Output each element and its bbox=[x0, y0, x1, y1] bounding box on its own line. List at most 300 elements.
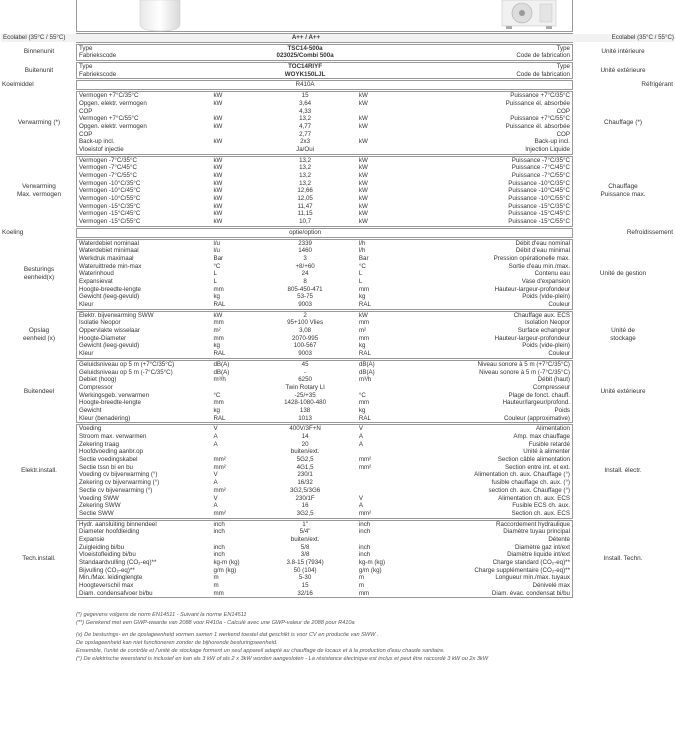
row-label-nl: Zuigleiding bi/bu bbox=[79, 543, 125, 551]
section-label-fr: Chauffage (*) bbox=[604, 118, 642, 126]
footnote: (°) De elektrische weerstand is inclusief en kan als 3 kW of als 2 x 3kW worden aangesloten - La résistance électrique est inclus et peut être raccordé 3 kW ou 2x 3kW bbox=[76, 656, 489, 662]
footnotes bbox=[76, 611, 666, 663]
value: buiten/ext. bbox=[290, 448, 320, 456]
unit-nl: mm² bbox=[213, 463, 226, 471]
row-label-nl: Kleur bbox=[79, 350, 94, 358]
spec-row bbox=[77, 384, 572, 392]
value: 15 bbox=[301, 582, 309, 590]
spec-row bbox=[77, 479, 572, 487]
spec-row bbox=[77, 115, 572, 123]
row-label-nl: Vermogen -15°C/35°C bbox=[79, 202, 141, 210]
spec-section bbox=[23, 239, 647, 310]
row-label-fr: Pression opérationelle max. bbox=[493, 254, 570, 262]
row-label-nl: Bijvulling (CO₂-eq)** bbox=[79, 566, 135, 574]
row-label-fr: Section câble alimentation bbox=[497, 456, 570, 464]
unit-nl: m³/h bbox=[213, 376, 226, 384]
row-label-nl: Werkingsgeb. verwarmen bbox=[79, 391, 150, 399]
spec-section bbox=[16, 156, 646, 227]
unit-fr bbox=[358, 34, 398, 42]
footnote: (**) Gerekend met een GWP-waarde van 2088 voor R410a - Calculé avec une GWP-valeur de 2088 pour R410a bbox=[76, 620, 355, 626]
unit-fr: L bbox=[358, 277, 363, 285]
spec-row bbox=[77, 123, 572, 131]
row-label-nl: Zekering SWW bbox=[79, 502, 121, 510]
unit-nl: mm bbox=[213, 319, 224, 327]
unit-nl: mm² bbox=[213, 486, 226, 494]
spec-row bbox=[77, 536, 572, 544]
row-label-fr: Raccordement hydraulique bbox=[496, 520, 570, 528]
row-label-nl: Wateruittrede min-max bbox=[79, 262, 142, 270]
row-label-fr: Fusible retardé bbox=[528, 440, 570, 448]
unit-nl bbox=[211, 384, 253, 392]
spec-row bbox=[77, 278, 572, 286]
unit-nl: RAL bbox=[213, 301, 226, 308]
section-label-nl: Buitendeel bbox=[23, 387, 55, 395]
spec-row bbox=[77, 263, 572, 271]
row-label-nl: Zekering traag bbox=[79, 440, 119, 448]
outdoor-unit-image bbox=[500, 0, 560, 30]
spec-row bbox=[77, 559, 572, 567]
row-label-fr: Débit d'eau nominal bbox=[515, 239, 570, 247]
unit-fr bbox=[357, 45, 397, 53]
unit-nl: kW bbox=[213, 187, 223, 195]
unit-fr: inch bbox=[358, 528, 371, 536]
unit-nl: kW bbox=[213, 210, 223, 218]
unit-fr: kW bbox=[358, 99, 368, 107]
unit-fr bbox=[357, 229, 397, 237]
row-label-fr bbox=[397, 229, 572, 237]
unit-fr: kW bbox=[358, 92, 368, 100]
unit-fr: mm² bbox=[358, 509, 372, 517]
row-label-nl: Zekering cv bijverwarming (°) bbox=[79, 479, 160, 487]
value: 11,47 bbox=[297, 202, 313, 210]
row-label-fr: Longueur min./max. tuyaux bbox=[495, 574, 570, 582]
value: 2 bbox=[303, 311, 307, 319]
row-label-fr: Alimentation ch. aux. ECS bbox=[498, 494, 570, 502]
unit-fr: kW bbox=[358, 202, 368, 210]
unit-fr: kg bbox=[358, 293, 366, 301]
value: 1013 bbox=[298, 414, 312, 422]
spec-row bbox=[77, 448, 572, 456]
unit-fr: mm bbox=[358, 319, 370, 327]
row-label-nl: Sectie cv bijverwarming (°) bbox=[79, 486, 153, 494]
row-label-nl: Vermogen -10°C/55°C bbox=[79, 195, 141, 203]
spec-row bbox=[77, 551, 572, 559]
section-label-nl: Verwarming Max. vermogen bbox=[16, 183, 62, 199]
section-label-nl: Buitenunit bbox=[24, 66, 54, 74]
value: 1428-1080-480 bbox=[284, 399, 327, 407]
unit-fr: kW bbox=[358, 187, 368, 195]
row-label-nl: Ecolabel (35°C / 55°C) bbox=[3, 34, 66, 41]
unit-fr bbox=[357, 146, 397, 154]
unit-fr: kW bbox=[358, 115, 368, 123]
section-label-fr: Refroidissement bbox=[626, 228, 673, 236]
spec-row bbox=[77, 582, 572, 590]
unit-fr: RAL bbox=[358, 414, 371, 422]
row-label-fr: Puissance -10°C/55°C bbox=[508, 195, 570, 203]
row-label-nl: Type bbox=[79, 44, 93, 52]
section-label-fr: Unité intérieure bbox=[601, 48, 645, 56]
row-label-nl: Hoofdvoeding aanbr.op bbox=[79, 448, 143, 456]
section-label-fr: Unité de stockage bbox=[610, 326, 636, 342]
row-label-nl: Opgen. elektr. vermogen bbox=[79, 99, 147, 107]
row-label-fr: Surface echangeur bbox=[517, 327, 570, 335]
row-label-fr: Niveau sonore à 5 m (-7°C/35°C) bbox=[479, 368, 570, 376]
row-label-nl: Vermogen +7°C/55°C bbox=[79, 115, 139, 123]
unit-nl: m bbox=[213, 582, 219, 590]
row-label-nl bbox=[77, 81, 211, 89]
spec-row bbox=[77, 203, 572, 211]
unit-nl: mm bbox=[213, 285, 224, 293]
row-label-nl: Hoogte-breedte-lengte bbox=[79, 285, 141, 293]
unit-nl: A bbox=[213, 433, 218, 440]
row-label-fr: section ch. aux. Chauffage (°) bbox=[488, 486, 570, 494]
spec-row bbox=[77, 138, 572, 146]
value: 24 bbox=[301, 270, 309, 278]
spec-row bbox=[77, 361, 572, 369]
row-label-nl: Oppervlakte wisselaar bbox=[79, 327, 140, 335]
unit-fr: mm² bbox=[358, 463, 372, 471]
unit-nl bbox=[211, 229, 253, 237]
row-label-fr: Poids bbox=[554, 406, 570, 414]
section-label-nl: Koeling bbox=[2, 228, 24, 236]
unit-fr: V bbox=[358, 494, 364, 502]
unit-nl: °C bbox=[213, 262, 221, 270]
spec-row bbox=[77, 590, 572, 598]
row-label-fr: Couleur bbox=[548, 301, 570, 308]
unit-fr: mm bbox=[358, 589, 370, 597]
product-images bbox=[0, 0, 675, 33]
row-label-nl: Isolatie Neopor bbox=[79, 319, 121, 327]
section-label-fr: Install. électr. bbox=[604, 467, 642, 475]
unit-nl: A bbox=[213, 440, 218, 448]
row-label-fr: Puissance +7°C/35°C bbox=[510, 92, 570, 100]
row-label-fr: Injection Liquide bbox=[525, 145, 570, 153]
unit-nl: kW bbox=[213, 122, 223, 130]
unit-fr: Bar bbox=[358, 254, 369, 262]
unit-nl: V bbox=[213, 494, 218, 502]
unit-nl: kW bbox=[213, 99, 223, 107]
row-label-fr: Charge standard (CO₂-eq)** bbox=[492, 559, 570, 566]
row-label-fr: Hauteur-largeur-profondeur bbox=[494, 285, 570, 293]
unit-fr bbox=[357, 487, 397, 495]
unit-nl bbox=[212, 34, 254, 42]
row-label-fr: Alimentation ch. aux. Chauffage (°) bbox=[474, 471, 570, 479]
row-label-nl: Vermogen +7°C/35°C bbox=[79, 92, 139, 100]
row-label-fr: Diamètre tuyau principal bbox=[503, 528, 570, 536]
unit-nl: mm bbox=[213, 334, 224, 342]
unit-nl: kW bbox=[213, 156, 223, 164]
unit-fr: mm bbox=[358, 399, 370, 407]
row-label-nl: Waterinhoud bbox=[79, 270, 114, 278]
row-label-nl: Diam. condensafvoer bi/bu bbox=[79, 589, 153, 597]
unit-fr: kW bbox=[358, 138, 368, 146]
value: 3/8 bbox=[300, 551, 310, 559]
value: TOC14RIYF bbox=[288, 63, 323, 71]
section-label-nl: Besturings eenheid(x) bbox=[23, 266, 55, 282]
unit-fr: inch bbox=[358, 543, 371, 551]
spec-row bbox=[77, 52, 572, 60]
unit-nl: kW bbox=[213, 138, 223, 146]
row-label-nl: Sectie SWW bbox=[79, 509, 114, 517]
value: 12,66 bbox=[297, 187, 313, 195]
row-label-nl: Vloeistof injectie bbox=[79, 145, 124, 153]
row-label-nl: Type bbox=[79, 63, 93, 71]
spec-row bbox=[77, 510, 572, 518]
spec-row bbox=[77, 71, 572, 79]
spec-row bbox=[77, 45, 572, 53]
spec-row bbox=[77, 240, 572, 248]
unit-nl: A bbox=[213, 479, 218, 487]
row-label-nl: Gewicht bbox=[79, 406, 102, 414]
row-label-fr: fusible chauffage ch. aux. (°) bbox=[491, 479, 570, 487]
spec-row bbox=[77, 100, 572, 108]
value: buiten/ext. bbox=[290, 535, 320, 543]
section-label-nl: Opslag eenheid (x) bbox=[23, 326, 55, 342]
value: 53-75 bbox=[297, 293, 313, 301]
spec-row bbox=[77, 195, 572, 203]
spec-row bbox=[77, 270, 572, 278]
section-label-nl: Binnenunit bbox=[23, 48, 55, 56]
unit-nl bbox=[211, 81, 253, 89]
unit-fr: RAL bbox=[358, 301, 371, 308]
value: 3 bbox=[303, 254, 307, 262]
row-label-nl: Vermogen -7°C/35°C bbox=[79, 156, 137, 164]
value: 2x3 bbox=[300, 138, 311, 146]
section-label-nl: Elektr.install. bbox=[21, 467, 57, 475]
section-label-fr: Unité de gestion bbox=[599, 270, 647, 278]
row-label-fr: Amp. max chauffage bbox=[513, 433, 570, 440]
spec-row bbox=[77, 335, 572, 343]
unit-nl: kg bbox=[213, 293, 220, 301]
unit-fr: A bbox=[358, 440, 364, 448]
unit-nl: kW bbox=[213, 115, 223, 123]
row-label-fr: Type bbox=[556, 44, 570, 52]
unit-nl: L bbox=[213, 277, 217, 285]
value: 12,05 bbox=[297, 195, 313, 203]
row-label-fr: Code de fabrication bbox=[516, 70, 570, 78]
value: 805-450-471 bbox=[287, 285, 323, 293]
spec-row bbox=[77, 180, 572, 188]
spec-row bbox=[77, 369, 572, 377]
row-label-nl: Standaardvulling (CO₂-eq)** bbox=[79, 559, 157, 566]
section-label-fr: Réfrigérant bbox=[641, 81, 673, 89]
value: A++ / A++ bbox=[291, 34, 321, 41]
row-label-fr: Diamètre liquide int/ext bbox=[507, 551, 570, 559]
value: 3G2,5 bbox=[296, 509, 314, 517]
spec-row bbox=[77, 487, 572, 495]
spec-section bbox=[22, 520, 643, 599]
unit-nl: V bbox=[213, 471, 218, 479]
value: +8/+60 bbox=[295, 262, 315, 270]
value: 16 bbox=[301, 502, 309, 510]
row-label-fr: Puissance -7°C/55°C bbox=[511, 172, 570, 179]
value: 1" bbox=[302, 520, 308, 528]
row-label-nl: Kleur (benadering) bbox=[79, 414, 131, 422]
unit-fr bbox=[357, 536, 397, 544]
spec-row bbox=[77, 131, 572, 139]
unit-fr: kg-m (kg) bbox=[358, 559, 385, 566]
value: 13,2 bbox=[299, 172, 312, 179]
unit-nl: kW bbox=[213, 179, 223, 187]
unit-nl bbox=[211, 131, 253, 139]
unit-nl: kg bbox=[213, 342, 220, 350]
row-label-nl: Elektr. bijverwarming SWW bbox=[79, 311, 154, 319]
value: WOYK150LJL bbox=[284, 70, 326, 78]
unit-fr: kW bbox=[358, 122, 368, 130]
unit-nl: g/m (kg) bbox=[213, 566, 237, 574]
row-label-nl: Werkdruk maximaal bbox=[79, 254, 134, 262]
spec-section bbox=[21, 424, 642, 518]
value: 16/32 bbox=[297, 479, 313, 487]
value: 023025/Combi 500a bbox=[276, 52, 334, 60]
unit-nl: l/u bbox=[213, 239, 220, 247]
unit-nl: dB(A) bbox=[213, 368, 230, 376]
row-label-fr: Puissance -10°C/45°C bbox=[508, 187, 570, 195]
unit-nl: dB(A) bbox=[213, 360, 230, 368]
unit-nl bbox=[211, 108, 253, 116]
footnote: De opslageenheid kan niet functioneren zonder de bijhorende besturingseenheid. bbox=[76, 640, 278, 646]
value: -25/+35 bbox=[294, 391, 316, 399]
unit-nl: m² bbox=[213, 327, 221, 335]
row-label-nl: Vermogen -10°C/45°C bbox=[79, 187, 141, 195]
value: 10,7 bbox=[299, 218, 312, 226]
spec-section bbox=[2, 80, 673, 90]
unit-fr: L bbox=[358, 270, 363, 278]
value: 20 bbox=[301, 440, 309, 448]
unit-nl: A bbox=[213, 502, 218, 510]
row-label-fr: Puissance él. absorbée bbox=[505, 122, 570, 130]
value: 3.8-15 (7934) bbox=[286, 559, 324, 566]
unit-fr: mm bbox=[358, 285, 370, 293]
row-label-nl: Opgen. elektr. vermogen bbox=[79, 122, 147, 130]
unit-nl bbox=[211, 536, 253, 544]
row-label-fr: Contenu eau bbox=[534, 270, 570, 278]
unit-nl: inch bbox=[213, 520, 225, 528]
unit-nl: RAL bbox=[213, 350, 226, 358]
unit-nl: mm² bbox=[213, 509, 226, 517]
value: Ja/Oui bbox=[296, 145, 315, 153]
row-label-fr: Puissance -15°C/35°C bbox=[508, 202, 570, 210]
value: 3G2,5/3G6 bbox=[289, 486, 321, 494]
section-label-fr bbox=[572, 34, 674, 42]
row-label-fr: Poids (vide-plein) bbox=[522, 342, 570, 350]
spec-row bbox=[77, 164, 572, 172]
value: 9003 bbox=[298, 350, 312, 358]
spec-row bbox=[77, 301, 572, 309]
unit-fr: m bbox=[358, 574, 365, 582]
unit-nl: kW bbox=[213, 164, 223, 172]
row-label-nl: Debiet (hoog) bbox=[79, 376, 117, 384]
unit-nl bbox=[211, 146, 253, 154]
row-label-fr: COP bbox=[556, 107, 570, 115]
value: 13,2 bbox=[299, 164, 312, 172]
spec-row bbox=[77, 544, 572, 552]
spec-row bbox=[77, 286, 572, 294]
spec-row bbox=[77, 456, 572, 464]
spec-row bbox=[77, 157, 572, 165]
row-label-fr: Puissance -10°C/35°C bbox=[508, 179, 570, 187]
unit-fr: °C bbox=[358, 391, 366, 399]
unit-fr bbox=[357, 63, 397, 71]
unit-fr: kg bbox=[358, 342, 366, 350]
spec-row bbox=[77, 399, 572, 407]
unit-fr: inch bbox=[358, 520, 371, 528]
spec-table bbox=[2, 33, 674, 598]
spec-section bbox=[23, 44, 645, 61]
spec-row bbox=[77, 471, 572, 479]
value: 5/4" bbox=[299, 528, 311, 536]
unit-fr: mm bbox=[358, 334, 370, 342]
section-label-fr: Install. Techn. bbox=[603, 555, 643, 562]
unit-fr: dB(A) bbox=[358, 360, 375, 368]
row-label-fr: Puissance -7°C/35°C bbox=[511, 156, 570, 164]
row-label-fr: Débit d'eau minimal bbox=[515, 247, 570, 255]
unit-nl: m bbox=[213, 574, 219, 582]
value: - bbox=[304, 368, 307, 376]
row-label-nl: Stroom max. verwarmen bbox=[79, 433, 147, 440]
row-label-fr: Dénivelé max bbox=[532, 582, 570, 590]
spec-row bbox=[77, 92, 572, 100]
row-label-fr: Type bbox=[556, 63, 570, 71]
value: R410A bbox=[295, 81, 315, 89]
spec-row bbox=[77, 108, 572, 116]
value: 400V/3F+N bbox=[289, 425, 321, 433]
unit-nl: l/u bbox=[213, 247, 220, 255]
row-label-nl: Waterdebiet nominaal bbox=[79, 239, 139, 247]
row-label-fr: Fusible ECS ch. aux. bbox=[512, 502, 570, 510]
spec-section bbox=[24, 62, 646, 79]
unit-nl: Bar bbox=[213, 254, 224, 262]
row-label-fr: Niveau sonore à 5 m (+7°C/35°C) bbox=[477, 360, 570, 368]
value: 6250 bbox=[298, 376, 312, 384]
unit-fr bbox=[357, 71, 397, 79]
row-label-nl: Min./Max. leidinglengte bbox=[79, 574, 143, 582]
spec-row bbox=[77, 319, 572, 327]
spec-row bbox=[77, 574, 572, 582]
value: 100-567 bbox=[293, 342, 317, 350]
row-label-nl: Vermogen -15°C/55°C bbox=[79, 218, 141, 226]
spec-row bbox=[77, 293, 572, 301]
unit-nl: kW bbox=[213, 172, 223, 179]
unit-fr: A bbox=[358, 433, 364, 440]
section-label-nl: Tech.install. bbox=[22, 555, 56, 562]
unit-fr bbox=[357, 108, 397, 116]
row-label-fr: Unité à alimenter bbox=[523, 448, 570, 456]
spec-row bbox=[77, 464, 572, 472]
value: 13,2 bbox=[299, 156, 312, 164]
row-label-nl: Hydr. aansluiting binnendeel bbox=[79, 520, 157, 528]
row-label-nl: Voeding SWW bbox=[79, 494, 119, 502]
row-label-fr: Poids (vide-plein) bbox=[522, 293, 570, 301]
unit-fr bbox=[357, 52, 397, 60]
spec-row bbox=[77, 441, 572, 449]
value: 9003 bbox=[298, 301, 312, 308]
value: 138 bbox=[299, 406, 311, 414]
spec-row bbox=[77, 247, 572, 255]
value: 11,15 bbox=[297, 210, 313, 218]
spec-section bbox=[2, 228, 673, 238]
row-label-fr: Plage de fonct. chauff. bbox=[508, 391, 570, 399]
unit-fr: dB(A) bbox=[358, 368, 375, 376]
row-label-nl: Geluidsniveau op 5 m (+7°C/35°C) bbox=[79, 360, 175, 368]
spec-row bbox=[77, 392, 572, 400]
row-label-fr: COP bbox=[556, 130, 570, 138]
row-label-nl: Vermogen -7°C/45°C bbox=[79, 164, 137, 172]
footnote: (x) De besturings- en de opslageenheid vormen samen 1 werkend toestel dat geschikt is voor CV en productie van SWW . bbox=[76, 632, 379, 638]
unit-nl: inch bbox=[213, 551, 225, 559]
unit-fr bbox=[357, 131, 397, 139]
row-label-nl: Sectie tssn bi en bu bbox=[79, 463, 134, 471]
